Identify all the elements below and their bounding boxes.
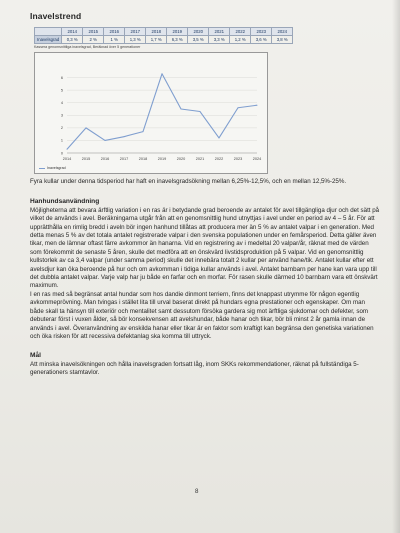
- section-title: Inavelstrend: [30, 11, 82, 21]
- value-cell: 1,2 %: [230, 36, 251, 44]
- x-tick-label: 2019: [157, 157, 167, 161]
- x-tick-label: 2018: [138, 157, 148, 161]
- data-point: [238, 107, 239, 108]
- data-point: [181, 109, 182, 110]
- table-caption: Kassera genomsnittliga inavelsgrad, Beräknad över 5 generationer: [34, 45, 141, 49]
- x-tick-label: 2022: [214, 157, 224, 161]
- x-tick-label: 2014: [62, 157, 72, 161]
- x-tick-label: 2015: [81, 157, 91, 161]
- value-cell: 1 %: [104, 36, 125, 44]
- year-cell: 2020: [188, 28, 209, 36]
- page-edge-shadow: [392, 0, 400, 533]
- y-tick-label: 1: [60, 138, 63, 143]
- x-tick-label: 2024: [252, 157, 262, 161]
- hanhund-paragraph-1: Möjligheterna att bevara ärftlig variation i en ras är i betydande grad beroende av antalet för avel tillgängliga djur och det sätt på vilket de används i avel. Beräkningarna utgår från att en genomsnittlig hund utnyttjas i avel under en period av 4 – 5 år. För att upprätthålla en rimlig bredd i aveln bör ingen hanhund tillåtas att producera mer än 5 % av antalet valpar i en generation. Med detta menas 5 % av det totala antalet registrerade valpar i den svenska populationen under en femårsperiod. Detta gäller även tikar, men de lämnar oftast färre avkommor än hanarna. Vid en registrering av i medeltal 20 valpar/år, räknat med de värden som förekommit de senaste 5 åren, skulle det medföra att en önskvärd livstidsproduktion på 5 valpar. Vid en genomsnittlig kullstorlek av ca 3,4 valpar (under samma period) skulle det innebära totalt 2 kullar per använd hane/tik. Antalet kullar efter ett avelsdjur kan öka beroende på hur och om avkomman i tidiga kullar används i avel. Antalet barnbarn per hane kan vara upp till det dubbla antalet valpar. Varje valp har ju både en farfar och en morfar. För rasen skulle därmed 10 barnbarn vara ett önskvärt maximum.: [30, 206, 380, 290]
- data-point: [257, 105, 258, 106]
- year-cell: 2021: [209, 28, 230, 36]
- chart-summary-text: Fyra kullar under denna tidsperiod har haft en inavelsgradsökning mellan 6,25%-12,5%, och en mellan 12,5%-25%.: [30, 178, 347, 185]
- page-content: [30, 11, 380, 378]
- year-cell: 2019: [167, 28, 188, 36]
- y-tick-label: 4: [60, 101, 63, 106]
- hanhund-heading: Hanhundsanvändning: [30, 198, 100, 206]
- year-cell: 2016: [104, 28, 125, 36]
- value-cell: 3,5 %: [188, 36, 209, 44]
- y-tick-label: 3: [60, 113, 63, 118]
- data-point: [219, 137, 220, 138]
- year-cell: 2018: [146, 28, 167, 36]
- legend-label: Inavelsgrad: [47, 166, 66, 170]
- value-cell: 6,3 %: [167, 36, 188, 44]
- y-tick-label: 6: [60, 75, 63, 80]
- x-tick-label: 2023: [233, 157, 243, 161]
- year-cell: 2017: [125, 28, 146, 36]
- value-cell: 3,8 %: [272, 36, 293, 44]
- chart-legend: [39, 166, 66, 170]
- inbreeding-table: [34, 27, 293, 44]
- inbreeding-chart: [34, 52, 268, 174]
- value-cell: 0,3 %: [62, 36, 83, 44]
- data-point: [143, 131, 144, 132]
- table-header-row: [35, 28, 293, 36]
- year-cell: 2022: [230, 28, 251, 36]
- table-corner-cell: [35, 28, 62, 36]
- year-cell: 2014: [62, 28, 83, 36]
- row-label: Inavelsgrad: [35, 36, 62, 44]
- x-tick-label: 2016: [100, 157, 110, 161]
- series-line-inavelsgrad: [67, 74, 257, 149]
- data-point: [67, 149, 68, 150]
- mal-paragraph: Att minska inavelsökningen och hålla inavelsgraden fortsatt låg, inom SKKs rekommendationer, räknat på fullständiga 5-generationers stamtavlor.: [30, 360, 359, 377]
- y-tick-label: 0: [60, 151, 63, 156]
- table-value-row: [35, 36, 293, 44]
- value-cell: 3,6 %: [251, 36, 272, 44]
- x-tick-label: 2020: [176, 157, 186, 161]
- value-cell: 2 %: [83, 36, 104, 44]
- page-number: 8: [195, 488, 199, 495]
- legend-swatch: [39, 168, 45, 169]
- value-cell: 3,3 %: [209, 36, 230, 44]
- chart-svg: [35, 53, 267, 173]
- data-point: [105, 140, 106, 141]
- value-cell: 1,3 %: [125, 36, 146, 44]
- data-point: [200, 111, 201, 112]
- value-cell: 1,7 %: [146, 36, 167, 44]
- y-tick-label: 5: [60, 88, 63, 93]
- data-point: [124, 136, 125, 137]
- year-cell: 2023: [251, 28, 272, 36]
- y-tick-label: 2: [60, 126, 63, 131]
- hanhund-paragraph-2: I en ras med så begränsat antal hundar som hos dandie dinmont terriern, finns det knappast utrymme för någon egentlig avkommeprövning. Man tvingas i stället lita till urval baserat direkt på hundars egna prestationer och egenskaper. Om man både skall ta hänsyn till exteriör och mentalitet samt dessutom försöka gardera sig mot ärftliga sjukdomar och defekter, som debuterar först i vuxen ålder, så bör konsekvensen att avelshundar, både hanar och tikar, bör bli minst 2 år gamla innan de används i avel. Överanvändning av enskilda hanar eller tikar är en faktor som kraftigt kan begränsa den genetiska variationen och öka risken för att recessiva defektanlag ska komma till uttryck.: [30, 290, 374, 340]
- x-tick-label: 2017: [119, 157, 129, 161]
- x-tick-label: 2021: [195, 157, 205, 161]
- year-cell: 2024: [272, 28, 293, 36]
- mal-heading: Mål: [30, 352, 41, 360]
- data-point: [162, 73, 163, 74]
- year-cell: 2015: [83, 28, 104, 36]
- data-point: [86, 127, 87, 128]
